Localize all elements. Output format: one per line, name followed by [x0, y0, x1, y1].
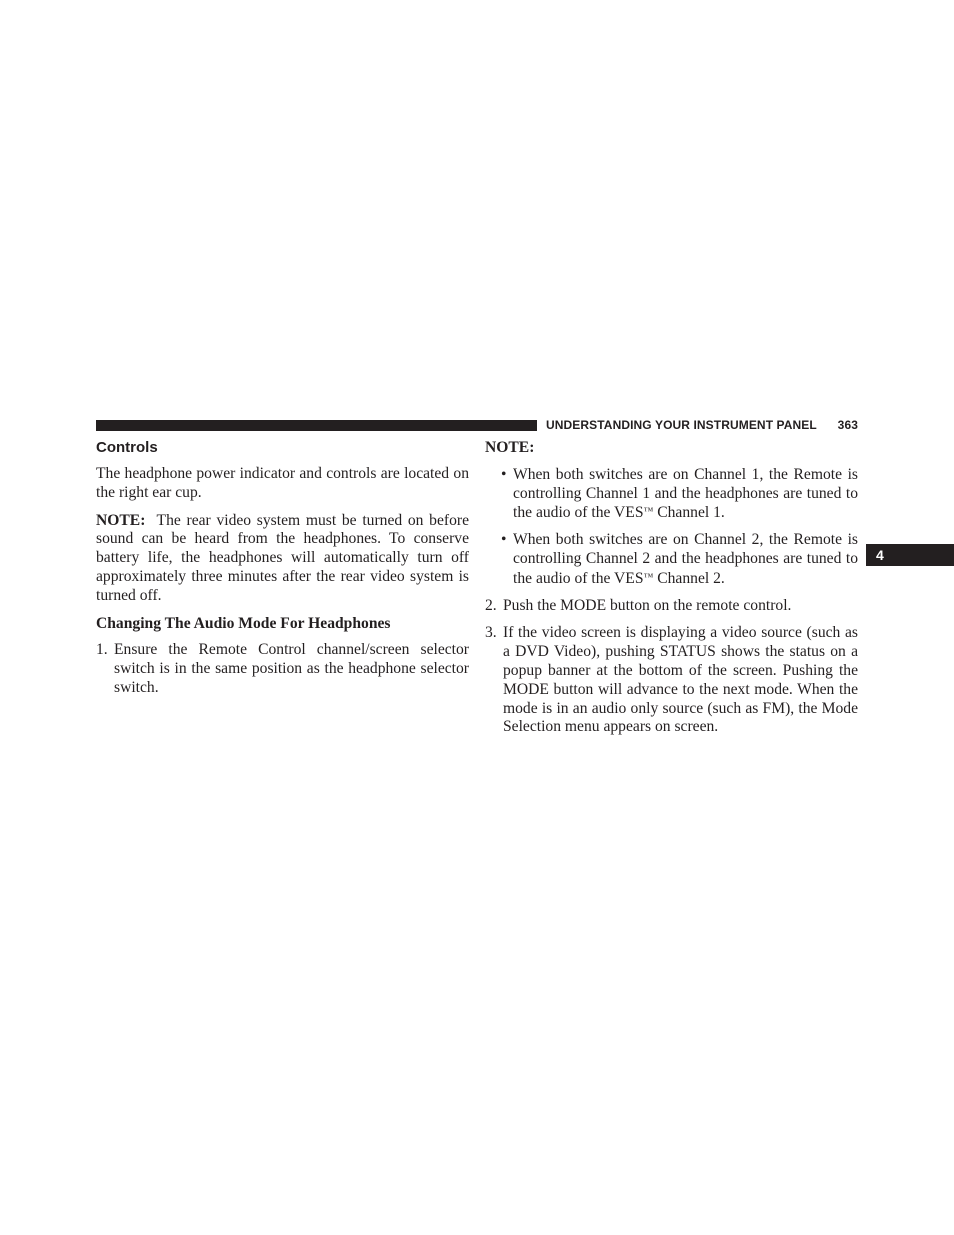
step-text: Push the MODE button on the remote control. — [503, 596, 792, 614]
list-item-step-3 — [485, 624, 858, 737]
page-number: 363 — [837, 418, 858, 432]
step-text: Ensure the Remote Control channel/screen selector switch is in the same position as the headphone selector switch. — [114, 641, 469, 696]
trademark-symbol: ™ — [643, 571, 654, 583]
note-heading: NOTE: — [485, 439, 535, 456]
running-head — [546, 418, 858, 432]
note-label: NOTE: — [96, 511, 146, 529]
bullet-item — [501, 466, 858, 523]
bullet-icon: • — [501, 465, 507, 483]
step-number: 2. — [485, 596, 497, 614]
bullet-item — [501, 531, 858, 588]
step-number: 3. — [485, 624, 497, 642]
chapter-tab: 4 — [866, 544, 954, 566]
left-column — [96, 439, 469, 707]
step-text: If the video screen is displaying a video source (such as a DVD Video), pushing STATUS shows the status on a popup banner at the bottom of the screen. Pushing the MODE button will advance to the next mode. When the mode is in an audio only source (such as FM), the Mode Selection menu appears on screen. — [503, 624, 858, 736]
trademark-symbol: ™ — [643, 506, 654, 518]
running-title: UNDERSTANDING YOUR INSTRUMENT PANEL — [546, 418, 817, 432]
list-item-step-2 — [485, 597, 858, 616]
section-title: Controls — [96, 439, 158, 456]
list-item-step-1 — [96, 641, 469, 697]
right-column — [485, 439, 858, 746]
subsection-title: Changing The Audio Mode For Headphones — [96, 614, 391, 632]
bullet-text: When both switches are on Channel 2, the Remote is controlling Channel 2 and the headphones are tuned to the audio of the VES™ Channel 2. — [513, 531, 858, 587]
intro-paragraph: The headphone power indicator and controls are located on the right ear cup. — [96, 465, 469, 501]
bullet-icon: • — [501, 531, 507, 549]
note-paragraph — [96, 512, 469, 606]
note-text: The rear video system must be turned on before sound can be heard from the headphones. To conserve battery life, the headphones will automatically turn off approximately three minutes after the rear video system is turned off. — [96, 511, 470, 604]
header-rule — [96, 420, 537, 431]
bullet-text: When both switches are on Channel 1, the Remote is controlling Channel 1 and the headphones are tuned to the audio of the VES™ Channel 1. — [513, 465, 858, 522]
step-number: 1. — [96, 641, 108, 659]
